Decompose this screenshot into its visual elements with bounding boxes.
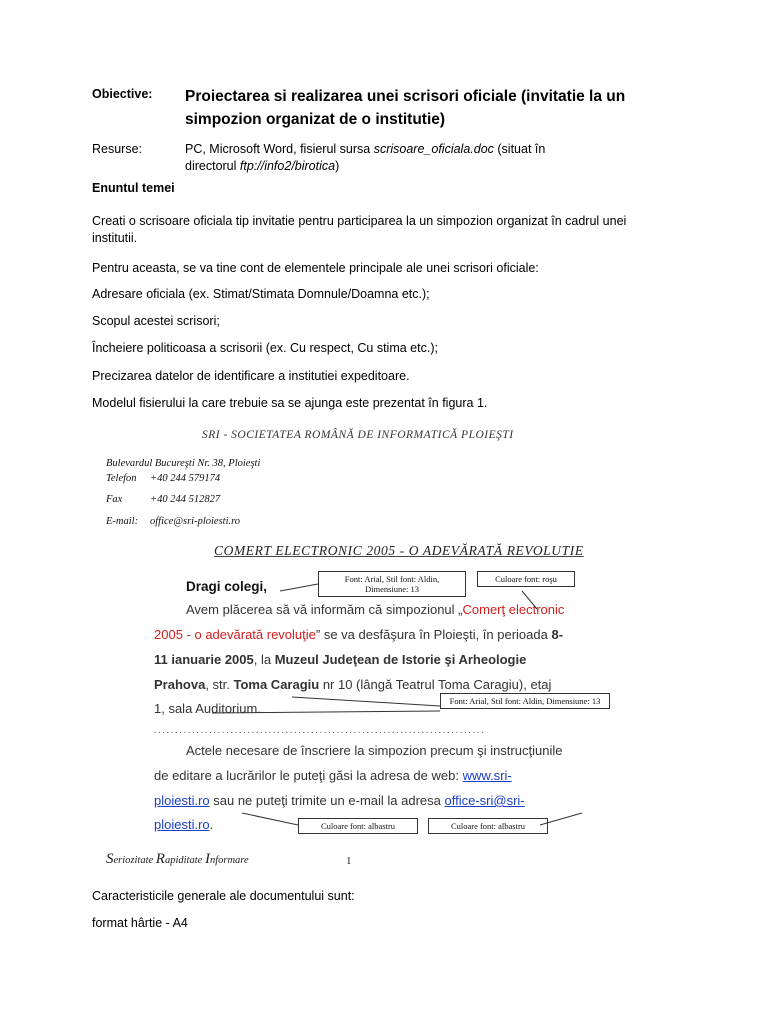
task-paragraph-4: Scopul acestei scrisori; bbox=[92, 314, 220, 328]
web-link-part-2[interactable]: ploiesti.ro bbox=[154, 793, 210, 808]
task-paragraph-5: Încheiere politicoasa a scrisorii (ex. Cu respect, Cu stima etc.); bbox=[92, 341, 438, 355]
line-4-bold-2: Toma Caragiu bbox=[233, 677, 320, 692]
connector-bold-1 bbox=[292, 697, 440, 706]
footer-i: I bbox=[204, 851, 210, 867]
resources-dir: ftp://info2/birotica bbox=[239, 159, 336, 173]
task-paragraph-1 bbox=[92, 213, 626, 247]
characteristics-heading: Caracteristicile generale ale documentului sunt: bbox=[92, 889, 355, 903]
line-4-text-b: nr 10 (lângă Teatrul Toma Caragiu), etaj bbox=[319, 677, 552, 692]
resources-line-2 bbox=[185, 158, 545, 175]
task-p1-line-2: institutii. bbox=[92, 231, 138, 245]
connector-red bbox=[522, 591, 537, 609]
annotation-blue-color-2: Culoare font: albastru bbox=[428, 818, 548, 834]
resources-line-1-suffix: (situat în bbox=[493, 142, 546, 156]
objective-label: Obiective: bbox=[92, 87, 153, 101]
phone-value: +40 244 579174 bbox=[150, 473, 221, 484]
email-value: office@sri-ploiesti.ro bbox=[150, 516, 241, 527]
resources-file: scrisoare_oficiala.doc bbox=[373, 142, 494, 156]
resources-text bbox=[185, 141, 545, 175]
task-paragraph-2: Pentru aceasta, se va tine cont de elementele principale ale unei scrisori oficiale: bbox=[92, 261, 539, 275]
task-paragraph-6: Precizarea datelor de identificare a institutiei expeditoare. bbox=[92, 369, 410, 383]
footer-r-rest: apiditate bbox=[164, 855, 205, 866]
resources-line-2-prefix: directorul bbox=[185, 159, 240, 173]
connector-blue-1 bbox=[242, 813, 298, 825]
line-2-red: 2005 - o adevărată revoluţie bbox=[154, 627, 316, 642]
line-9-text: . bbox=[209, 817, 214, 832]
task-p1-line-1: Creati o scrisoare oficiala tip invitatie pentru participarea la un simpozion organizat în cadrul unei bbox=[92, 214, 627, 228]
paper-format: format hârtie - A4 bbox=[92, 916, 188, 930]
email-key: E-mail: bbox=[106, 516, 139, 527]
line-1-text: Avem plăcerea să vă informăm că simpozionul „ bbox=[186, 602, 463, 617]
objective-line-2: simpozion organizat de o institutie) bbox=[185, 111, 446, 128]
footer-s: S bbox=[106, 851, 114, 867]
line-1-red: Comerţ electronic bbox=[462, 602, 565, 617]
objective-line-1: Proiectarea si realizarea unei scrisori oficiale (invitatie la un bbox=[185, 88, 626, 105]
footer-s-rest: eriozitate bbox=[113, 855, 156, 866]
resources-line-1-prefix: PC, Microsoft Word, fisierul sursa bbox=[185, 142, 374, 156]
line-4-bold-1: Prahova bbox=[154, 677, 206, 692]
annotation-blue-color-1: Culoare font: albastru bbox=[298, 818, 418, 834]
connector-blue-2 bbox=[540, 813, 582, 825]
letter-page-number: 1 bbox=[346, 855, 352, 867]
task-heading: Enuntul temei bbox=[92, 181, 175, 195]
line-4-text-a: , str. bbox=[205, 677, 234, 692]
fax-value: +40 244 512827 bbox=[150, 494, 221, 505]
line-8-text: sau ne puteţi trimite un e-mail la adresa bbox=[209, 793, 445, 808]
letter-org-header: SRI - SOCIETATEA ROMÂNĂ DE INFORMATICĂ PLOIEŞTI bbox=[202, 429, 514, 441]
connector-bold-2 bbox=[212, 711, 440, 713]
letter-address: Bulevardul Bucureşti Nr. 38, Ploieşti bbox=[106, 458, 261, 469]
line-7-text: de editare a lucrărilor le puteţi găsi la adresa de web: bbox=[154, 768, 463, 783]
resources-line-1 bbox=[185, 141, 545, 158]
phone-key: Telefon bbox=[106, 473, 137, 484]
annotation-font-arial-2: Font: Arial, Stil font: Aldin, Dimensiune: 13 bbox=[440, 693, 610, 709]
letter-dotted-separator: .............................................................................. bbox=[154, 725, 486, 735]
letter-footer-motto bbox=[106, 851, 249, 868]
figure-1-letter bbox=[92, 421, 640, 876]
objective-text bbox=[185, 85, 625, 131]
letter-title: COMERT ELECTRONIC 2005 - O ADEVĂRATĂ REVOLUTIE bbox=[214, 543, 584, 558]
footer-r: R bbox=[155, 851, 165, 867]
resources-label: Resurse: bbox=[92, 142, 143, 156]
annotation-red-color: Culoare font: roşu bbox=[477, 571, 575, 587]
fax-key: Fax bbox=[106, 494, 123, 505]
letter-line-5: 1, sala Auditorium. bbox=[154, 701, 261, 716]
line-2-text: ” se va desfăşura în Ploieşti, în perioada bbox=[315, 627, 552, 642]
line-3-bold-2: Muzeul Judeţean de Istorie şi Arheologie bbox=[274, 652, 527, 667]
line-2-bold: 8- bbox=[551, 627, 564, 642]
email-link-part-2[interactable]: ploiesti.ro bbox=[154, 817, 210, 832]
footer-i-rest: nformare bbox=[209, 855, 249, 866]
letter-line-6: Actele necesare de înscriere la simpozion precum şi instrucţiunile bbox=[186, 743, 563, 758]
web-link-part-1[interactable]: www.sri- bbox=[462, 768, 512, 783]
task-paragraph-7: Modelul fisierului la care trebuie sa se ajunga este prezentat în figura 1. bbox=[92, 396, 488, 410]
email-link-part-1[interactable]: office-sri@sri- bbox=[444, 793, 525, 808]
letter-greeting: Dragi colegi, bbox=[186, 579, 268, 594]
line-3-text: , la bbox=[253, 652, 275, 667]
task-paragraph-3: Adresare oficiala (ex. Stimat/Stimata Domnule/Doamna etc.); bbox=[92, 287, 430, 301]
resources-line-2-suffix: ) bbox=[335, 159, 340, 173]
line-3-bold-1: 11 ianuarie 2005 bbox=[154, 652, 254, 667]
connector-greeting bbox=[280, 584, 318, 591]
annotation-connectors bbox=[92, 421, 640, 876]
annotation-font-arial-1: Font: Arial, Stil font: Aldin, Dimensiune: 13 bbox=[318, 571, 466, 597]
